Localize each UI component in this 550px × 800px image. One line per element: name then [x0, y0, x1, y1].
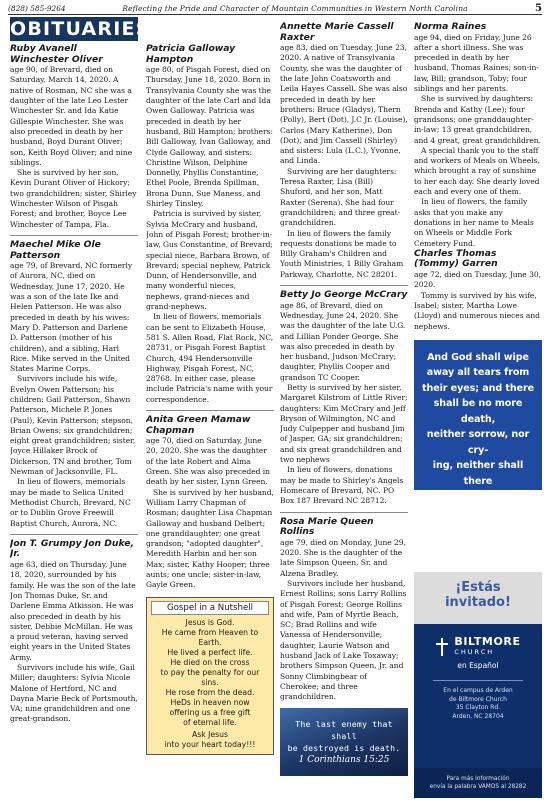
gospel-line: He died on the cross	[170, 657, 250, 667]
verse-line: ing, neither shall there	[432, 460, 524, 487]
obituary	[280, 22, 408, 280]
obituary-paragraph: age 63, died on Thursday, June 18, 2020, surrounded by his family. He was the son of the late Jon Thomas Duke, Sr. and Darlene Emma Atkisson. He was also preceded in death by his sister, Debbie McMillan. He was a proud veteran, having served eight years in the United States Army.	[10, 560, 136, 662]
brand-name: BILTMORE	[454, 635, 521, 648]
obituary	[414, 249, 542, 332]
obituary-body	[414, 270, 542, 332]
obituary	[280, 290, 408, 507]
obituary-name: Rosa Marie Queen Rollins	[280, 515, 374, 538]
divider	[280, 285, 408, 286]
obituary-name: Charles Thomas (Tommy) Garren	[414, 247, 498, 270]
verse-line: their eyes; and there	[421, 382, 534, 394]
obituary-paragraph: age 72, died on Tuesday, June 30, 2020.	[414, 270, 541, 290]
verse-line: passed away.	[442, 522, 514, 534]
obituary-paragraph: age 90, of Brevard, died on Saturday, March 14, 2020. A native of Rosman, NC she was a daughter of the late Leo Lester Winchester Sr. and Ida Katie Gillespie Winchester. She was also preceded in death by her husband, Boyd Durant Oliver; son, Keith Boyd Oliver; and nine siblings.	[10, 65, 133, 167]
obituary-paragraph: Patricia is survived by sister, Sylvia McCrary and husband, John of Pisgah Forest; brother-in-law, Gus Constantine, of Brevard; special niece, Barbara Brown, of Brevard; special nephew, Patrick Dunn, of Hendersonville, and many wonderful nieces, nephews, grand-nieces and grand-nephews.	[146, 209, 273, 312]
obituary-paragraph: In lieu of flowers the family requests donations be made to Billy Graham's Children and Youth Ministries, 1 Billy Graham Parkway, Charlotte, NC 28201.	[280, 228, 404, 279]
obituary-body	[280, 538, 408, 703]
gospel-line: Jesus is God.	[185, 617, 235, 627]
brand-sub: CHURCH	[454, 648, 495, 656]
obituary-body	[280, 301, 408, 507]
verse-line: shall be no more death,	[433, 398, 523, 425]
column-2	[146, 44, 274, 798]
obituary-paragraph: In lieu of flowers, the family asks that you make any donations in her name to Meals on Wheels or Middle Fork Cemetery Fund.	[414, 197, 534, 248]
obituary	[414, 22, 542, 249]
divider	[280, 512, 408, 513]
obituary-name: Anita Green Mamaw Chapman	[146, 413, 251, 436]
obituary-paragraph: Surviving are her daughters: Teresa Raxter, Lisa (Bill) Shuford, and her son, Matt Raxter (Serena). She had four grandchildren; and three great-grandchildren.	[280, 166, 401, 228]
ad-headline: invitado!	[445, 595, 511, 610]
obituary-name: Maechel Mike Ole Patterson	[10, 238, 101, 261]
obituary-body	[146, 436, 274, 590]
obituary-body	[10, 261, 138, 529]
biltmore-logo	[414, 636, 542, 657]
ad-headline-panel	[414, 572, 542, 624]
obituary	[10, 44, 138, 230]
obituary-paragraph: Tommy is survived by his wife, Isabel; sister, Martha Lowe (Lloyd) and numerous nieces and nephews.	[414, 290, 540, 331]
gospel-signature: Ask Jesus	[191, 729, 229, 739]
gospel-line: of eternal life.	[183, 717, 237, 727]
gospel-line: HeDs in heaven now	[170, 697, 250, 707]
page-number: 5	[535, 3, 542, 14]
obituary-paragraph: Survivors include her husband, Ernest Rollins; sons Larry Rollins of Pisgah Forest; George Rollins and wife, Pam of Myrtle Beach, SC; Brad Rollins and wife Vanessa of Hendersonville; daughter, Laurie Watson and husband Jack of Lake Toxaway; brothers Simpson Queen, Jr. and Sonny Climbingbear of Cherokee; and three grandchildren.	[280, 578, 407, 702]
obituary-body	[10, 65, 138, 230]
obituary-paragraph: In lieu of flowers, donations may be made to Shirley's Angels Homecare of Brevard, NC. PO Box 187 Brevard NC 28712.	[280, 465, 404, 506]
header-tagline: Reflecting the Pride and Character of Mountain Communities in Western North Carolina	[122, 4, 468, 13]
obituary	[146, 415, 274, 591]
obituary-paragraph: age 70, died on Saturday, June 20, 2020. She was the daughter of the late Robert and Alma Green. She was also preceded in death by her sister, Lynn Green.	[146, 436, 270, 487]
obituary-paragraph: Betty is survived by her sister, Margaret Kilstrom of Little River; daughters: Kim McCrary and Jeff Bryson of Wilmington, NC and Judy Culpepper and husband Jim of Jasper, GA; six grandchildren; and six great grandchildren and two nephews	[280, 382, 408, 465]
ad-address-line: Arden, NC 28704	[452, 712, 504, 720]
cross-icon	[435, 638, 449, 656]
obituary-paragraph: She is survived by daughters: Brenda and Kathy (Lee); four grandsons; one granddaughter-in-law; 13 great grandchildren, and 4 great, great grandchildren.	[414, 94, 541, 145]
ad-footer	[414, 768, 542, 798]
obituary-paragraph: age 86, of Brevard, died on Wednesday, June 24, 2020. She was the daughter of the late U.G. and Lillian Ponder George. She was also preceded in death by her husband, Judson McCrary; daughter, Phyllis Cooper and grandson TC Cooper.	[280, 300, 406, 382]
ad-address-line: En el campus de Arden	[443, 687, 513, 694]
obituary-paragraph: Survivors include his wife, Gail Miller; daughters: Sylvia Nicole Malone of Hertford, NC and Dayna Marie Beck of Portsmouth, VA; nine grandchildren and one great-grandson.	[10, 663, 138, 724]
obituary-paragraph: Survivors include his wife, Evelyn Owen Patterson; his children: Gail Patterson, Shawn Patterson, Michele P. Jones (Paul), Kevin Patterson; stepson, Brian Owens; six grandchildren; eight great grandchildren; sister, Joyce Hillaker Brock of Dickerson, TN and brother, Tom Newman of Jacksonville, FL.	[10, 374, 136, 477]
divider	[10, 235, 138, 236]
divider	[433, 680, 523, 681]
obituary-paragraph: In lieu of flowers, memorials can be sent to Elizabeth House, 581 S. Allen Road, Flat Rock, NC, 28731, or Pisgah Forest Baptist Church, 494 Hendersonville Highway, Pisgah Forest, NC, 28768. In either case, please include Patricia's name with your correspondence.	[146, 312, 274, 404]
obituary-name: Jon T. Grumpy Jon Duke, Jr.	[10, 537, 134, 560]
column-1	[10, 44, 138, 798]
ad-address-line: de Biltmore Church	[449, 695, 507, 703]
obituary-paragraph: age 79, died on Monday, June 29, 2020. She is the daughter of the late Simpson Queen, Sr. and Alzena Bradley.	[280, 537, 406, 578]
ad-footer-line: Para más información	[446, 776, 510, 782]
obituary-body	[280, 43, 408, 280]
gospel-line: He rose from the dead.	[165, 687, 255, 697]
obituary	[280, 517, 408, 703]
obituary-paragraph: age 83, died on Tuesday, June 23, 2020. A native of Transylvania County, she was the daughter of the late John Coatsworth and Leila Hayes Cassell. She was also preceded in death by her brothers: Bruce (Gladys), Thern (Polly), Bert (Dot), J.C Jr. (Louise), Carlos (Mary Katherine), Don (Dot), and Jim Cassell (Shirley) and sisters: Lula (L.C.), Yvonne, and Linda.	[280, 43, 408, 166]
divider	[146, 410, 274, 411]
obituary-name: Betty Jo George McCrary	[280, 289, 408, 301]
obituary-body	[414, 33, 542, 249]
obituary-name: Patricia Galloway Hampton	[146, 44, 236, 65]
scripture-box-revelation	[414, 340, 542, 553]
obituary-paragraph: A special thank you to the staff and workers of Meals on Wheels, which brought a ray of sunshine to her each day. She dearly loved each and every one of them.	[414, 145, 540, 197]
scripture-reference: 1 Corinthians 15:25	[298, 755, 390, 766]
biltmore-church-ad[interactable]	[414, 572, 542, 798]
gospel-line: He came from Heaven to Earth.	[161, 627, 259, 647]
header-phone: (828) 585-9264	[8, 4, 66, 13]
ad-headline: ¡Estás	[455, 580, 501, 595]
section-masthead: OBITUARIES	[10, 18, 151, 40]
obituary-body	[10, 560, 138, 725]
obituary	[10, 240, 138, 529]
obituary-body	[146, 65, 274, 405]
obituary-name: Ruby Avanell Winchester Oliver	[10, 44, 103, 65]
obituary-name: Annette Marie Cassell Raxter	[280, 22, 394, 43]
scripture-line: The last enemy that shall	[295, 719, 393, 742]
page-header	[8, 3, 542, 15]
gospel-line: to pay the penalty for our sins.	[160, 667, 260, 687]
obituary	[146, 44, 274, 405]
gospel-signature: into your heart today!!!	[164, 739, 256, 749]
ad-address-line: 35 Clayton Rd.	[455, 704, 501, 711]
verse-line: away all tears from	[426, 367, 530, 379]
divider	[10, 534, 138, 535]
verse-line: neither sorrow, nor cry-	[426, 429, 530, 456]
gospel-line: He lived a perfect life.	[167, 647, 253, 657]
gospel-box	[146, 597, 274, 755]
gospel-title: Gospel in a Nutshell	[151, 601, 269, 615]
ad-footer-line: envía la palabra VAMOS al 28282	[429, 784, 527, 790]
column-3	[280, 22, 408, 798]
verse-line: the former things are	[420, 506, 536, 518]
obituary-paragraph: In lieu of flowers, memorials may be made to Selica United Methodist Church, Brevard, NC or to Dublin Grove Freewill Baptist Church, Aurora, NC.	[10, 477, 131, 528]
obituary-paragraph: age 80, of Pisgah Forest, died on Thursday, June 18, 2020. Born in Transylvania County she was the daughter of the late Carl and Ida Owen Galloway. Patricia was preceded in death by her husband, Bill Hampton; brothers: Bill Galloway, Ivan Galloway, and Clyde Galloway, and sisters: Christine Wilson, Delphine Donnelly, Phyllis Constantine, Ethel Poole, Brenda Spillman, Brona Dunn, Sue Maness, and Shirley Tinsley.	[146, 65, 273, 209]
scripture-box-corinthians	[280, 708, 408, 776]
obituary-paragraph: age 79, of Brevard, NC formerly of Aurora, NC, died on Wednesday, June 17, 2020. He was a son of the late Ike and Helen Patterson. He was also preceded in death by his wives: Mary D. Patterson and Darlene D. Patterson (mother of his children), and a sibling, Harl Rice. Mike served in the United States Marine Corps.	[10, 261, 133, 374]
verse-reference: Revelation 21:4 KJV	[431, 542, 532, 553]
gospel-line: offering us a free gift	[169, 707, 251, 717]
brand-wordmark	[454, 636, 520, 657]
obituary-paragraph: She is survived by her husband, William Larry Chapman of Rosman; daughter Lisa Chapman Galloway and husband Delbert; one granddaughter; one great grandson; "adopted daughter", Meredith Harbin and her son Max; sister, Kathy Hooper; three aunts; one uncle; sister-in-law, Gayle Green.	[146, 487, 274, 590]
ad-language: en Español	[457, 661, 499, 670]
verse-line: And God shall wipe	[427, 351, 529, 363]
verse-line: be any more pain: for	[420, 491, 536, 503]
obituary-name: Norma Raines	[414, 22, 487, 32]
obituary-paragraph: age 94, died on Friday, June 26 after a short illness. She was preceded in death by her husband, Thomas Raines; son-in-law, Bill; grandson, Toby; four siblings and her parents.	[414, 32, 539, 94]
obituary-paragraph: She is survived by her son, Kevin Durant Oliver of Hickory; two grandchildren; sister, Shirley Winchester Wilson of Pisgah Forest; and brother, Boyce Lee Winchester of Tampa, Fla.	[10, 168, 137, 229]
scripture-line: be destroyed is death.	[287, 743, 401, 754]
obituary	[10, 539, 138, 725]
